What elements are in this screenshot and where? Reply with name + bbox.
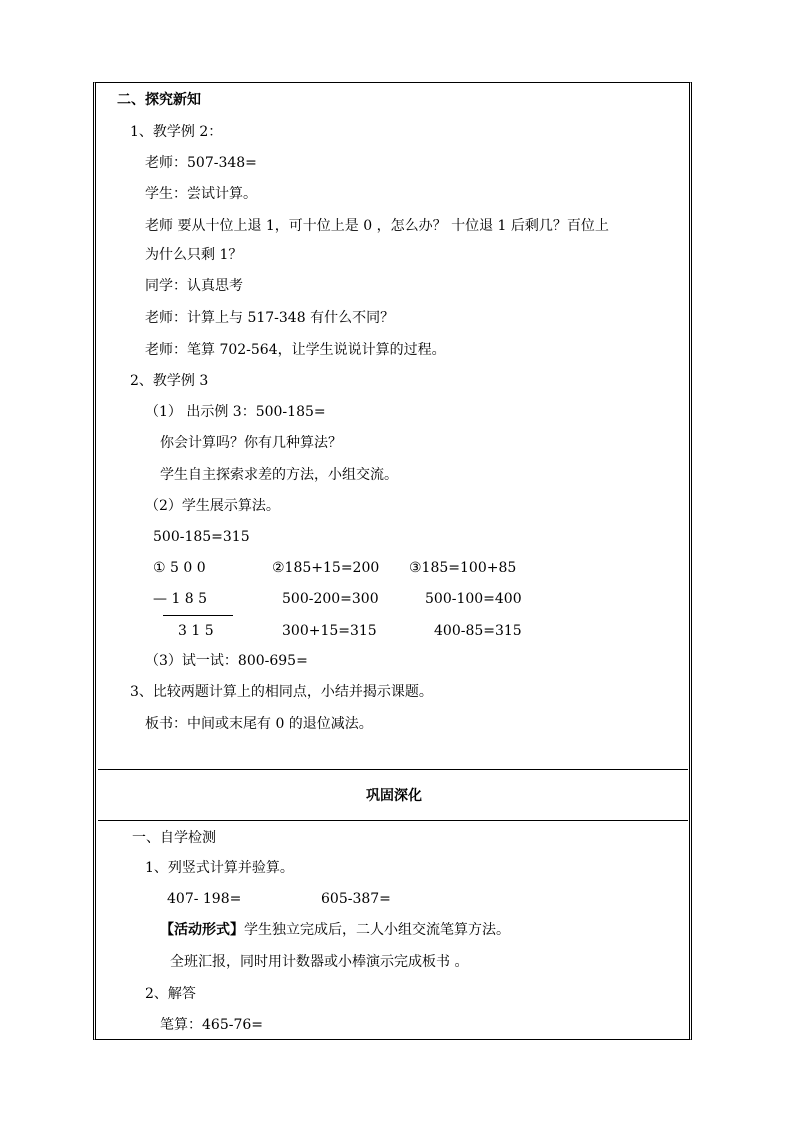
dialogue-line: 老师：计算上与 517-348 有什么不同？ — [145, 310, 395, 326]
board-note: 板书：中间或末尾有 0 的退位减法。 — [145, 716, 373, 732]
calc-a: 407- 198= — [167, 891, 242, 907]
section-header: 巩固深化 — [366, 788, 422, 804]
item-title: 1、教学例 2： — [130, 124, 223, 140]
dialogue-line: 老师：笔算 702-564，让学生说说计算的过程。 — [145, 342, 446, 358]
sub-item: （2）学生展示算法。 — [145, 498, 280, 514]
activity-label: 【活动形式】 — [160, 922, 244, 938]
item-title: 3、比较两题计算上的相同点，小结并揭示课题。 — [130, 684, 433, 700]
part-title: 一、自学检测 — [132, 830, 216, 846]
method3-row3: 400-85=315 — [434, 623, 522, 639]
dialogue-line: 老师：507-348= — [145, 155, 257, 171]
method2-row2: 500-200=300 — [282, 591, 379, 607]
method2-row1: ②185+15=200 — [272, 560, 380, 576]
method1-row3: 3 1 5 — [178, 623, 214, 639]
text-line: 笔算：465-76= — [160, 1017, 263, 1033]
section-heading: 二、探究新知 — [117, 92, 201, 108]
report-line: 全班汇报，同时用计数器或小棒演示完成板书 。 — [170, 954, 469, 970]
method3-row1: ③185=100+85 — [409, 560, 517, 576]
vertical-calc-underline — [163, 615, 233, 616]
calc-b: 605-387= — [321, 891, 391, 907]
dialogue-line: 为什么只剩 1？ — [145, 247, 243, 263]
dialogue-line: 同学：认真思考 — [145, 278, 243, 294]
method1-row1: ① 5 0 0 — [153, 560, 206, 576]
method3-row2: 500-100=400 — [425, 591, 522, 607]
item-title: 1、列竖式计算并验算。 — [145, 860, 294, 876]
method2-row3: 300+15=315 — [282, 623, 377, 639]
sub-item: （1） 出示例 3：500-185= — [145, 404, 326, 420]
text-line: 你会计算吗？你有几种算法？ — [160, 435, 342, 451]
sub-item: （3）试一试：800-695= — [145, 653, 308, 669]
dialogue-line: 学生：尝试计算。 — [145, 186, 257, 202]
item-title: 2、教学例 3 — [130, 373, 209, 389]
activity-text: 学生独立完成后，二人小组交流笔算方法。 — [244, 922, 510, 938]
activity-line — [160, 922, 510, 938]
table-divider-bottom — [98, 820, 688, 821]
method1-row2: — 1 8 5 — [153, 591, 208, 607]
item-title: 2、解答 — [145, 986, 196, 1002]
equation: 500-185=315 — [153, 529, 250, 545]
table-divider-top — [98, 769, 688, 770]
text-line: 学生自主探索求差的方法，小组交流。 — [160, 467, 398, 483]
dialogue-line: 老师 要从十位上退 1，可十位上是 0 ，怎么办？ 十位退 1 后剩几？百位上 — [145, 218, 609, 234]
